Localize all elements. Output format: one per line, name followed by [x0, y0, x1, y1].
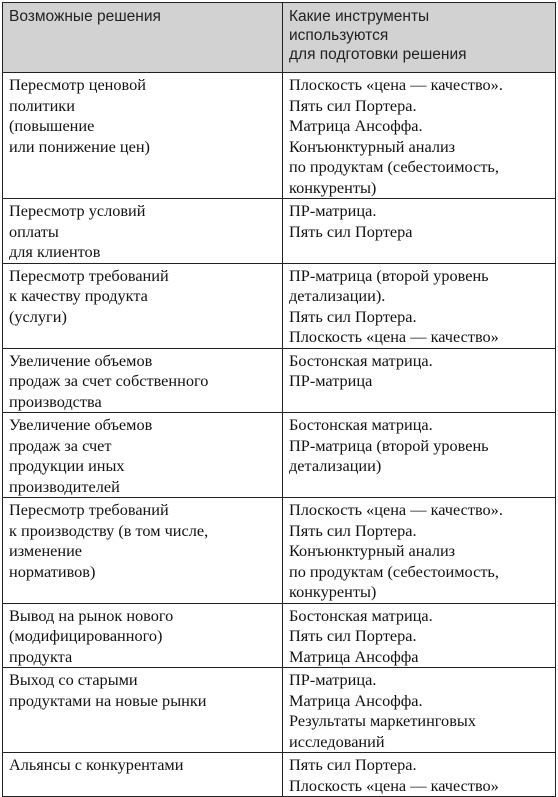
tools-text-line: Пять сил Портера. — [289, 626, 417, 645]
decision-text-line: Увеличение объемов — [9, 415, 153, 434]
table-row — [3, 199, 556, 264]
tools-cell — [283, 668, 556, 753]
tools-text-line: Бостонская матрица. — [289, 605, 433, 625]
decision-text-line: продукции иных — [9, 456, 125, 475]
decision-text-line: продаж за счет — [9, 435, 112, 455]
decision-text-line: продуктами на новые рынки — [9, 690, 207, 710]
decision-text-line: Выход со старыми — [9, 670, 138, 689]
decision-cell — [3, 413, 283, 498]
tools-text-line: Плоскость «цена — качество» — [289, 327, 499, 346]
decision-text-line: Пересмотр ценовой — [9, 75, 146, 94]
table-row — [3, 73, 556, 199]
header-text-line: Какие инструменты — [289, 8, 430, 25]
tools-cell — [283, 199, 556, 264]
tools-text-line: по продуктам (себестоимость, — [289, 157, 499, 176]
tools-cell — [283, 263, 556, 348]
decision-text-line: Вывод на рынок нового — [9, 605, 174, 625]
decision-text-line: или понижение цен) — [9, 136, 150, 156]
tools-text-line: Конъюнктурный анализ — [289, 136, 456, 156]
header-decisions — [3, 3, 283, 73]
decision-text-line: для клиентов — [9, 242, 101, 261]
decision-text-line: оплаты — [9, 221, 59, 241]
decision-cell — [3, 603, 283, 668]
tools-text-line: исследований — [289, 731, 385, 751]
header-text-line: для подготовки решения — [289, 46, 467, 63]
tools-text-line: Бостонская матрица. — [289, 350, 433, 370]
decision-text-line: нормативов) — [9, 561, 96, 581]
tools-text-line: конкуренты) — [289, 582, 377, 601]
decision-cell — [3, 199, 283, 264]
tools-text-line: ПР-матрица (второй уровень — [289, 435, 489, 455]
tools-text-line: Пять сил Портера. — [289, 755, 417, 774]
table-row — [3, 498, 556, 604]
tools-text-line: по продуктам (себестоимость, — [289, 561, 499, 581]
decision-text-line: (модифицированного) — [9, 626, 163, 645]
tools-cell — [283, 753, 556, 797]
tools-text-line: Плоскость «цена — качество» — [289, 775, 499, 795]
decision-text-line: продукта — [9, 646, 73, 666]
tools-text-line: Матрица Ансоффа. — [289, 690, 423, 710]
decision-text-line: (услуги) — [9, 306, 67, 326]
table-row — [3, 413, 556, 498]
tools-text-line: Бостонская матрица. — [289, 415, 433, 434]
tools-cell — [283, 603, 556, 668]
header-tools — [283, 3, 556, 73]
decisions-tools-table — [2, 2, 556, 797]
decision-text-line: Пересмотр требований — [9, 500, 169, 519]
tools-text-line: ПР-матрица (второй уровень — [289, 265, 489, 285]
decision-cell — [3, 668, 283, 753]
decision-text-line: (повышение — [9, 116, 95, 135]
decision-cell — [3, 263, 283, 348]
tools-text-line: Пять сил Портера. — [289, 306, 417, 326]
decision-text-line: Увеличение объемов — [9, 350, 153, 370]
table-row — [3, 753, 556, 797]
tools-text-line: Матрица Ансоффа. — [289, 116, 423, 135]
tools-text-line: Матрица Ансоффа — [289, 646, 419, 666]
decision-cell — [3, 753, 283, 797]
table-header-row — [3, 3, 556, 73]
table-row — [3, 348, 556, 413]
tools-cell — [283, 73, 556, 199]
tools-text-line: конкуренты) — [289, 177, 377, 197]
tools-text-line: ПР-матрица — [289, 371, 373, 390]
tools-text-line: детализации). — [289, 286, 386, 305]
tools-cell — [283, 498, 556, 604]
decision-text-line: изменение — [9, 541, 83, 560]
table-row — [3, 603, 556, 668]
tools-text-line: Пять сил Портера. — [289, 520, 417, 540]
decision-text-line: Пересмотр условий — [9, 201, 146, 220]
decision-text-line: производителей — [9, 476, 120, 496]
tools-text-line: Результаты маркетинговых — [289, 711, 476, 730]
tools-text-line: Пять сил Портера. — [289, 95, 417, 115]
tools-text-line: детализации) — [289, 456, 382, 475]
tools-text-line: Конъюнктурный анализ — [289, 541, 456, 560]
decision-text-line: к производству (в том числе, — [9, 520, 209, 540]
decision-text-line: производства — [9, 391, 102, 411]
decision-text-line: политики — [9, 95, 75, 115]
tools-cell — [283, 348, 556, 413]
decision-text-line: Альянсы с конкурентами — [9, 755, 184, 774]
decision-text-line: продаж за счет собственного — [9, 371, 209, 390]
tools-text-line: Пять сил Портера — [289, 221, 413, 241]
decision-text-line: к качеству продукта — [9, 286, 148, 305]
tools-text-line: ПР-матрица. — [289, 201, 377, 220]
header-text-line: используются — [289, 27, 389, 44]
header-text-line: Возможные решения — [9, 8, 161, 25]
tools-text-line: ПР-матрица. — [289, 670, 377, 689]
table-row — [3, 263, 556, 348]
decision-cell — [3, 348, 283, 413]
decision-cell — [3, 498, 283, 604]
tools-text-line: Плоскость «цена — качество». — [289, 75, 503, 94]
table-row — [3, 668, 556, 753]
tools-cell — [283, 413, 556, 498]
tools-text-line: Плоскость «цена — качество». — [289, 500, 503, 519]
decision-cell — [3, 73, 283, 199]
decision-text-line: Пересмотр требований — [9, 265, 169, 285]
